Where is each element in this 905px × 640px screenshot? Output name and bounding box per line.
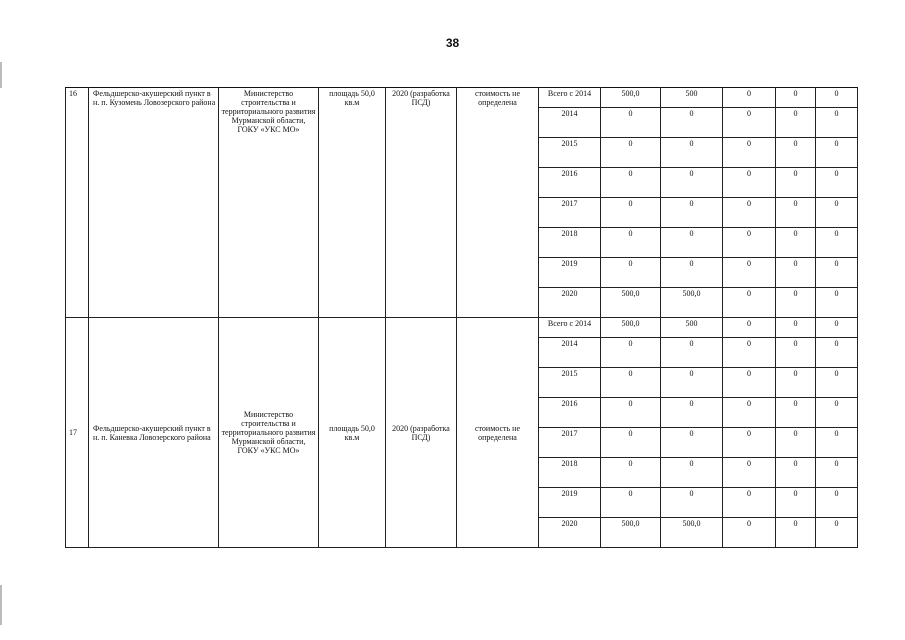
row-number: 16	[66, 88, 89, 318]
value-cell: 0	[776, 368, 816, 398]
value-cell: 0	[816, 518, 858, 548]
customer-cell: Министерство строительства и территориального развития Мурманской области, ГОКУ «УКС МО»	[219, 318, 319, 548]
value-cell: 0	[661, 258, 723, 288]
value-cell: 0	[601, 198, 661, 228]
value-cell: 0	[776, 258, 816, 288]
value-cell: 0	[816, 458, 858, 488]
value-cell: 0	[601, 428, 661, 458]
year-cell: 2018	[539, 228, 601, 258]
year-cell: 2019	[539, 258, 601, 288]
year-cell: Всего с 2014	[539, 88, 601, 108]
value-cell: 0	[816, 318, 858, 338]
value-cell: 0	[776, 318, 816, 338]
value-cell: 0	[776, 168, 816, 198]
customer-cell: Министерство строительства и территориального развития Мурманской области, ГОКУ «УКС МО»	[219, 88, 319, 318]
value-cell: 0	[661, 228, 723, 258]
value-cell: 0	[661, 368, 723, 398]
object-name: Фельдшерско-акушерский пункт в н. п. Кузомень Ловозерского района	[89, 88, 219, 318]
row-number: 17	[66, 318, 89, 548]
value-cell: 0	[661, 138, 723, 168]
value-cell: 500,0	[601, 518, 661, 548]
value-cell: 0	[601, 228, 661, 258]
value-cell: 0	[816, 288, 858, 318]
value-cell: 0	[816, 368, 858, 398]
value-cell: 500,0	[601, 318, 661, 338]
value-cell: 0	[723, 518, 776, 548]
value-cell: 0	[776, 88, 816, 108]
year-cell: 2016	[539, 168, 601, 198]
value-cell: 0	[723, 338, 776, 368]
value-cell: 0	[661, 488, 723, 518]
value-cell: 0	[816, 488, 858, 518]
value-cell: 0	[816, 228, 858, 258]
value-cell: 0	[601, 138, 661, 168]
value-cell: 0	[776, 458, 816, 488]
value-cell: 0	[776, 228, 816, 258]
value-cell: 0	[816, 138, 858, 168]
cost-cell: стоимость не определена	[457, 88, 539, 318]
value-cell: 500,0	[601, 288, 661, 318]
value-cell: 0	[601, 108, 661, 138]
year-cell: 2015	[539, 368, 601, 398]
value-cell: 0	[661, 168, 723, 198]
value-cell: 0	[816, 108, 858, 138]
value-cell: 0	[816, 428, 858, 458]
year-cell: 2020	[539, 288, 601, 318]
term-cell: 2020 (разработка ПСД)	[386, 318, 457, 548]
value-cell: 0	[601, 398, 661, 428]
year-cell: 2017	[539, 428, 601, 458]
value-cell: 0	[723, 168, 776, 198]
value-cell: 0	[816, 398, 858, 428]
value-cell: 0	[723, 88, 776, 108]
value-cell: 0	[776, 108, 816, 138]
value-cell: 0	[601, 338, 661, 368]
capacity-cell: площадь 50,0 кв.м	[319, 318, 386, 548]
value-cell: 500,0	[661, 288, 723, 318]
value-cell: 0	[723, 288, 776, 318]
year-cell: 2016	[539, 398, 601, 428]
value-cell: 0	[601, 258, 661, 288]
table-row	[66, 88, 858, 108]
value-cell: 500,0	[661, 518, 723, 548]
year-cell: 2018	[539, 458, 601, 488]
value-cell: 0	[661, 458, 723, 488]
value-cell: 0	[661, 428, 723, 458]
value-cell: 0	[661, 198, 723, 228]
year-cell: 2019	[539, 488, 601, 518]
value-cell: 0	[723, 258, 776, 288]
capacity-cell: площадь 50,0 кв.м	[319, 88, 386, 318]
cost-cell: стоимость не определена	[457, 318, 539, 548]
value-cell: 0	[661, 108, 723, 138]
year-cell: Всего с 2014	[539, 318, 601, 338]
value-cell: 0	[776, 198, 816, 228]
value-cell: 500	[661, 318, 723, 338]
left-margin-mark	[0, 62, 2, 88]
term-cell: 2020 (разработка ПСД)	[386, 88, 457, 318]
year-cell: 2020	[539, 518, 601, 548]
value-cell: 0	[601, 458, 661, 488]
investment-table	[65, 87, 858, 548]
value-cell: 0	[816, 338, 858, 368]
value-cell: 0	[723, 108, 776, 138]
year-cell: 2017	[539, 198, 601, 228]
value-cell: 0	[776, 518, 816, 548]
value-cell: 0	[776, 138, 816, 168]
year-cell: 2014	[539, 108, 601, 138]
value-cell: 0	[723, 458, 776, 488]
value-cell: 0	[661, 398, 723, 428]
value-cell: 0	[601, 168, 661, 198]
value-cell: 0	[723, 318, 776, 338]
value-cell: 0	[723, 488, 776, 518]
value-cell: 0	[601, 368, 661, 398]
value-cell: 500	[661, 88, 723, 108]
value-cell: 0	[816, 88, 858, 108]
value-cell: 500,0	[601, 88, 661, 108]
value-cell: 0	[776, 488, 816, 518]
value-cell: 0	[723, 428, 776, 458]
value-cell: 0	[723, 228, 776, 258]
table-row	[66, 318, 858, 338]
value-cell: 0	[661, 338, 723, 368]
value-cell: 0	[601, 488, 661, 518]
value-cell: 0	[776, 338, 816, 368]
value-cell: 0	[723, 398, 776, 428]
object-name: Фельдшерско-акушерский пункт в н. п. Каневка Ловозерского района	[89, 318, 219, 548]
left-margin-mark	[0, 585, 2, 625]
value-cell: 0	[816, 168, 858, 198]
value-cell: 0	[776, 428, 816, 458]
value-cell: 0	[776, 398, 816, 428]
year-cell: 2014	[539, 338, 601, 368]
value-cell: 0	[723, 368, 776, 398]
value-cell: 0	[816, 258, 858, 288]
year-cell: 2015	[539, 138, 601, 168]
value-cell: 0	[723, 198, 776, 228]
page-number: 38	[445, 36, 460, 50]
value-cell: 0	[816, 198, 858, 228]
value-cell: 0	[776, 288, 816, 318]
value-cell: 0	[723, 138, 776, 168]
